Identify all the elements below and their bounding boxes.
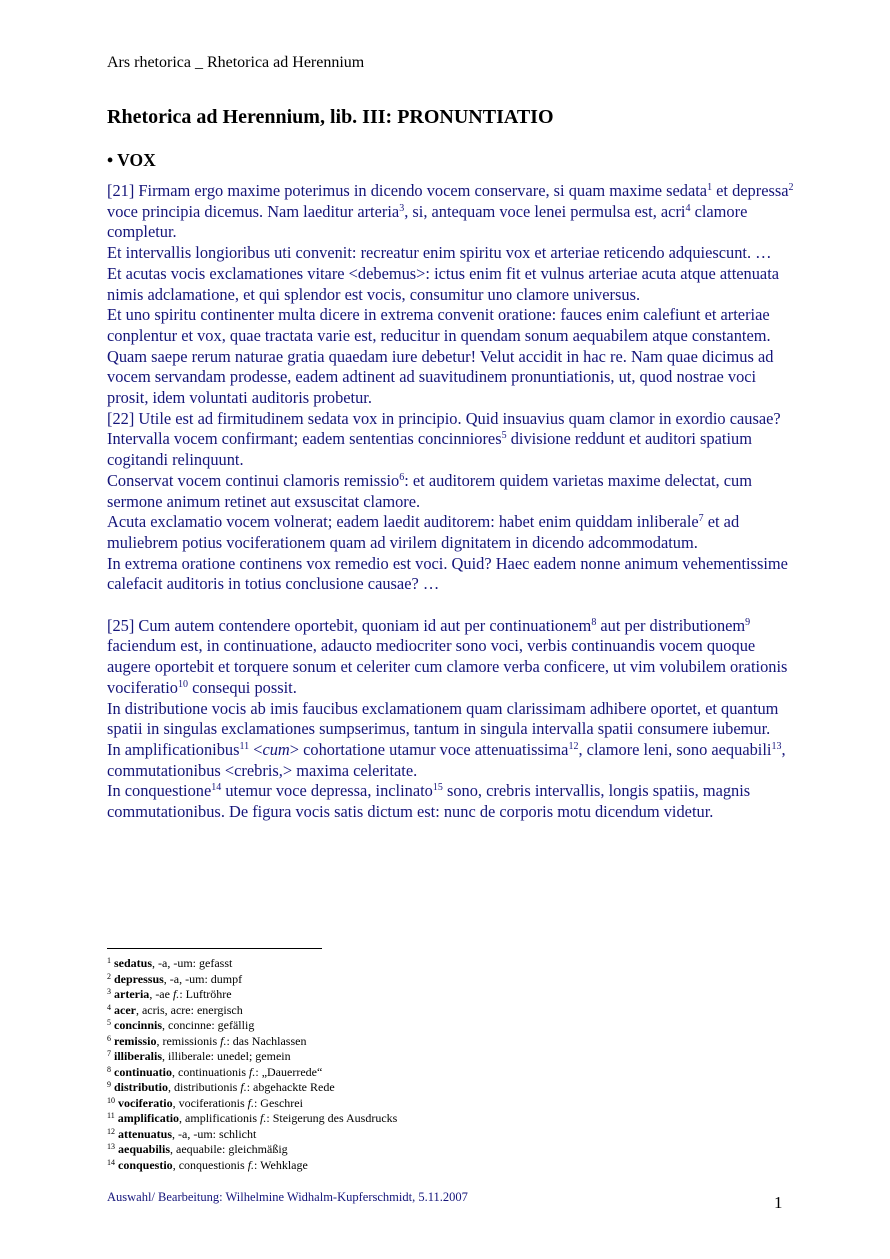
footnote [107, 1080, 397, 1096]
footnote-translation: : abgehackte Rede [246, 1080, 335, 1094]
text-paragraph [107, 699, 797, 740]
footnote-number: 4 [107, 1002, 111, 1012]
text-run: sono, crebris intervallis, longis spatiis, magnis commutationibus. De figura vocis satis dictum est: nunc de corporis motu dicendum videtur. [107, 781, 751, 822]
text-paragraph [107, 243, 797, 264]
footnote-number: 9 [107, 1080, 111, 1089]
footnote-definition: , concinne: gefällig [162, 1018, 255, 1032]
footnote-definition: , conquestionis [172, 1157, 248, 1172]
text-run: et ad muliebrem potius vociferationem quam ad virilem dignitatem in dicendo adcommodatum. [107, 512, 740, 552]
footnote-term: attenuatus [118, 1126, 173, 1141]
footnotes [107, 956, 397, 1173]
footnote-term: arteria [114, 987, 150, 1001]
footnote-term: sedatus [114, 956, 153, 970]
footnote-gender: f. [247, 1157, 255, 1172]
footnote-term: continuatio [114, 1064, 173, 1079]
footnote [107, 1142, 397, 1158]
footnote-number: 13 [107, 1142, 115, 1151]
text-paragraph [107, 181, 797, 243]
footnote-number: 2 [107, 971, 111, 981]
footnote-marker: 3 [399, 202, 405, 214]
footnote-marker: 11 [239, 740, 250, 752]
footnote-number: 8 [107, 1064, 111, 1074]
text-run: et depressa [712, 181, 789, 200]
text-run: , clamore leni, sono aequabili [578, 739, 772, 759]
footnote-term: illiberalis [114, 1049, 162, 1063]
footnote-marker: 4 [685, 202, 691, 214]
footnote-definition: , acris, acre: energisch [135, 1002, 243, 1017]
footnote-marker: 14 [211, 782, 222, 794]
footnote-term: conquestio [118, 1157, 173, 1172]
footer-credit: Auswahl/ Bearbeitung: Wilhelmine Widhalm-Kupferschmidt, 5.11.2007 [107, 1190, 468, 1204]
text-paragraph [107, 616, 797, 699]
footnote-definition: , -a, -um: gefasst [152, 956, 233, 970]
footnote-definition: , continuationis [172, 1064, 250, 1079]
footnote-gender: f. [247, 1095, 254, 1110]
footnote-gender: f. [220, 1033, 227, 1048]
section-heading: • VOX [107, 150, 156, 170]
footnote-gender: f. [249, 1064, 256, 1079]
text-run: Et acutas vocis exclamationes vitare <debemus>: ictus enim fit et vulnus arteriae acuta atque attenuata nimis adclamatione, et qui splendor est vocis, consumitur uno clamore universus. [107, 263, 780, 304]
text-paragraph [107, 471, 797, 512]
footnote-definition: , remissionis [156, 1033, 221, 1048]
footnote-number: 10 [107, 1095, 115, 1105]
footnote-separator [107, 948, 322, 949]
footnote-marker: 6 [399, 471, 405, 483]
footnote [107, 1018, 397, 1034]
footnote-definition: , vociferationis [172, 1095, 248, 1110]
footnote-number: 5 [107, 1018, 111, 1027]
footnote-translation: : das Nachlassen [226, 1033, 307, 1048]
text-paragraph [107, 554, 797, 595]
text-run: clamore completur. [107, 201, 748, 242]
text-run: In amplificationibus [107, 739, 240, 759]
text-run: voce principia dicemus. Nam laeditur arteria [107, 201, 400, 221]
text-run: consequi possit. [188, 677, 297, 697]
footnote-number: 3 [107, 987, 111, 996]
text-run: [22] Utile est ad firmitudinem sedata vox in principio. Quid insuavius quam clamor in exordio causae? [107, 408, 781, 428]
footnote-term: concinnis [114, 1018, 163, 1032]
footnote-number: 11 [107, 1111, 115, 1120]
footnote-definition: , -ae [149, 987, 173, 1001]
text-paragraph [107, 264, 797, 305]
footnote-marker: 2 [788, 182, 794, 193]
text-run: Quam saepe rerum naturae gratia quaedam iure debetur! Velut accidit in hac re. Nam quae dicimus ad vocem servandam prodesse, eadem adtinent ad suavitudinem pronuntiationis, ut, quod nostrae voci prosit, idem voluntati auditoris probetur. [107, 346, 774, 408]
footnote-term: vociferatio [118, 1095, 173, 1110]
page-number: 1 [774, 1193, 783, 1212]
text-run: [25] Cum autem contendere oportebit, quoniam id aut per continuationem [107, 615, 592, 635]
footnote-marker: 13 [771, 740, 782, 752]
footnote [107, 1065, 397, 1081]
footnote-gender: f. [240, 1080, 247, 1094]
text-paragraph [107, 740, 797, 781]
footnote [107, 987, 397, 1003]
footnote-number: 1 [107, 956, 111, 965]
footnote-translation: : Wehklage [254, 1157, 308, 1172]
text-paragraph [107, 409, 797, 430]
text-run: < [249, 739, 263, 759]
footnote-term: remissio [114, 1033, 157, 1048]
footnote [107, 1003, 397, 1019]
footnote-term: aequabilis [118, 1142, 171, 1156]
footnote-marker: 8 [591, 616, 597, 628]
text-paragraph [107, 429, 797, 470]
footnote [107, 1049, 397, 1065]
text-run: faciendum est, in continuatione, adaucto mediocriter sono voci, verbis continuandis vocem quoque augere oportebit et torquere sonum et celeriter cum clamore verba conficere, ut vim volubilem orationis vociferatio [107, 636, 788, 697]
footnote-number: 14 [107, 1157, 115, 1167]
footnote-translation: : Luftröhre [179, 987, 232, 1001]
footnote-definition: , amplificationis [179, 1111, 261, 1125]
footnote-translation: : „Dauerrede“ [255, 1064, 323, 1079]
footnote-term: depressus [114, 971, 164, 986]
text-run: utemur voce depressa, inclinato [221, 781, 433, 801]
text-run: > cohortatione utamur voce attenuatissima [289, 739, 569, 759]
footnote-definition: , distributionis [168, 1080, 241, 1094]
text-run: In extrema oratione continens vox remedio est voci. Quid? Haec eadem nonne animum vehementissime calefacit auditoris in totius conclusione causae? … [107, 553, 788, 594]
footnote-number: 7 [107, 1049, 111, 1058]
footnote-number: 12 [107, 1126, 115, 1136]
main-text [107, 181, 797, 823]
footnote-term: distributio [114, 1080, 169, 1094]
text-run: [21] Firmam ergo maxime poterimus in dicendo vocem conservare, si quam maxime sedata [107, 181, 708, 200]
text-run: Intervalla vocem confirmant; eadem sententias concinniores [107, 429, 502, 449]
text-paragraph [107, 512, 797, 553]
footnote-definition: , -a, -um: schlicht [172, 1126, 257, 1141]
footnote-definition: , aequabile: gleichmäßig [170, 1142, 288, 1156]
footnote [107, 1096, 397, 1112]
text-run: In conquestione [107, 781, 212, 801]
running-header: Ars rhetorica _ Rhetorica ad Herennium [107, 54, 365, 71]
footnote-marker: 15 [432, 782, 443, 794]
footnote [107, 1158, 397, 1174]
italic-text: cum [262, 739, 290, 759]
text-paragraph [107, 781, 797, 822]
footnote-term: amplificatio [117, 1111, 180, 1125]
page-title: Rhetorica ad Herennium, lib. III: PRONUNTIATIO [107, 106, 554, 128]
footnote-marker: 7 [698, 513, 704, 525]
text-run: In distributione vocis ab imis faucibus exclamationem quam clarissimam adhibere oportet, et quantum spatii in singulas exclamationes sumpserimus, tantum in singula intervalla spatii consumere iubemur. [107, 698, 779, 739]
text-run: : et auditorem quidem varietas maxime delectat, cum sermone animum retinet aut exsuscitat clamore. [107, 470, 752, 511]
paragraph-gap [107, 595, 797, 616]
footnote [107, 1111, 397, 1127]
footnote-gender: f. [172, 987, 180, 1001]
text-run: , si, antequam voce lenei permulsa est, acri [404, 201, 686, 221]
text-paragraph [107, 305, 797, 346]
text-run: , commutationibus <crebris,> maxima celeritate. [107, 739, 786, 780]
footnote-translation: : Geschrei [253, 1095, 303, 1110]
text-run: Conservat vocem continui clamoris remissio [107, 470, 400, 490]
footnote [107, 1034, 397, 1050]
footnote [107, 956, 397, 972]
text-run: aut per distributionem [596, 615, 746, 635]
text-paragraph [107, 347, 797, 409]
footnote-marker: 12 [568, 740, 579, 752]
footnote-definition: , -a, -um: dumpf [163, 971, 243, 986]
footnote [107, 972, 397, 988]
footnote-term: acer [114, 1002, 136, 1017]
footnote-marker: 10 [178, 678, 188, 690]
footnote-definition: , illiberale: unedel; gemein [162, 1049, 291, 1063]
footnote-number: 6 [107, 1033, 111, 1043]
footnote-marker: 9 [745, 616, 751, 628]
text-run: Acuta exclamatio vocem volnerat; eadem laedit auditorem: habet enim quiddam inliberale [107, 512, 699, 532]
footnote-marker: 5 [501, 430, 507, 442]
text-run: Et intervallis longioribus uti convenit: recreatur enim spiritu vox et arteriae reticendo adquiescunt. … [107, 243, 772, 263]
footnote-gender: f. [260, 1111, 267, 1125]
footnote-marker: 1 [707, 182, 713, 193]
footnote-translation: : Steigerung des Ausdrucks [266, 1111, 398, 1125]
text-run: divisione reddunt et auditori spatium cogitandi relinquunt. [107, 429, 752, 470]
footnote [107, 1127, 397, 1143]
text-run: Et uno spiritu continenter multa dicere in extrema convenit oratione: fauces enim calefiunt et arteriae conplentur et vox, quae tractata varie est, reducitur in quendam sonum aequabilem atque constantem. [107, 305, 771, 345]
